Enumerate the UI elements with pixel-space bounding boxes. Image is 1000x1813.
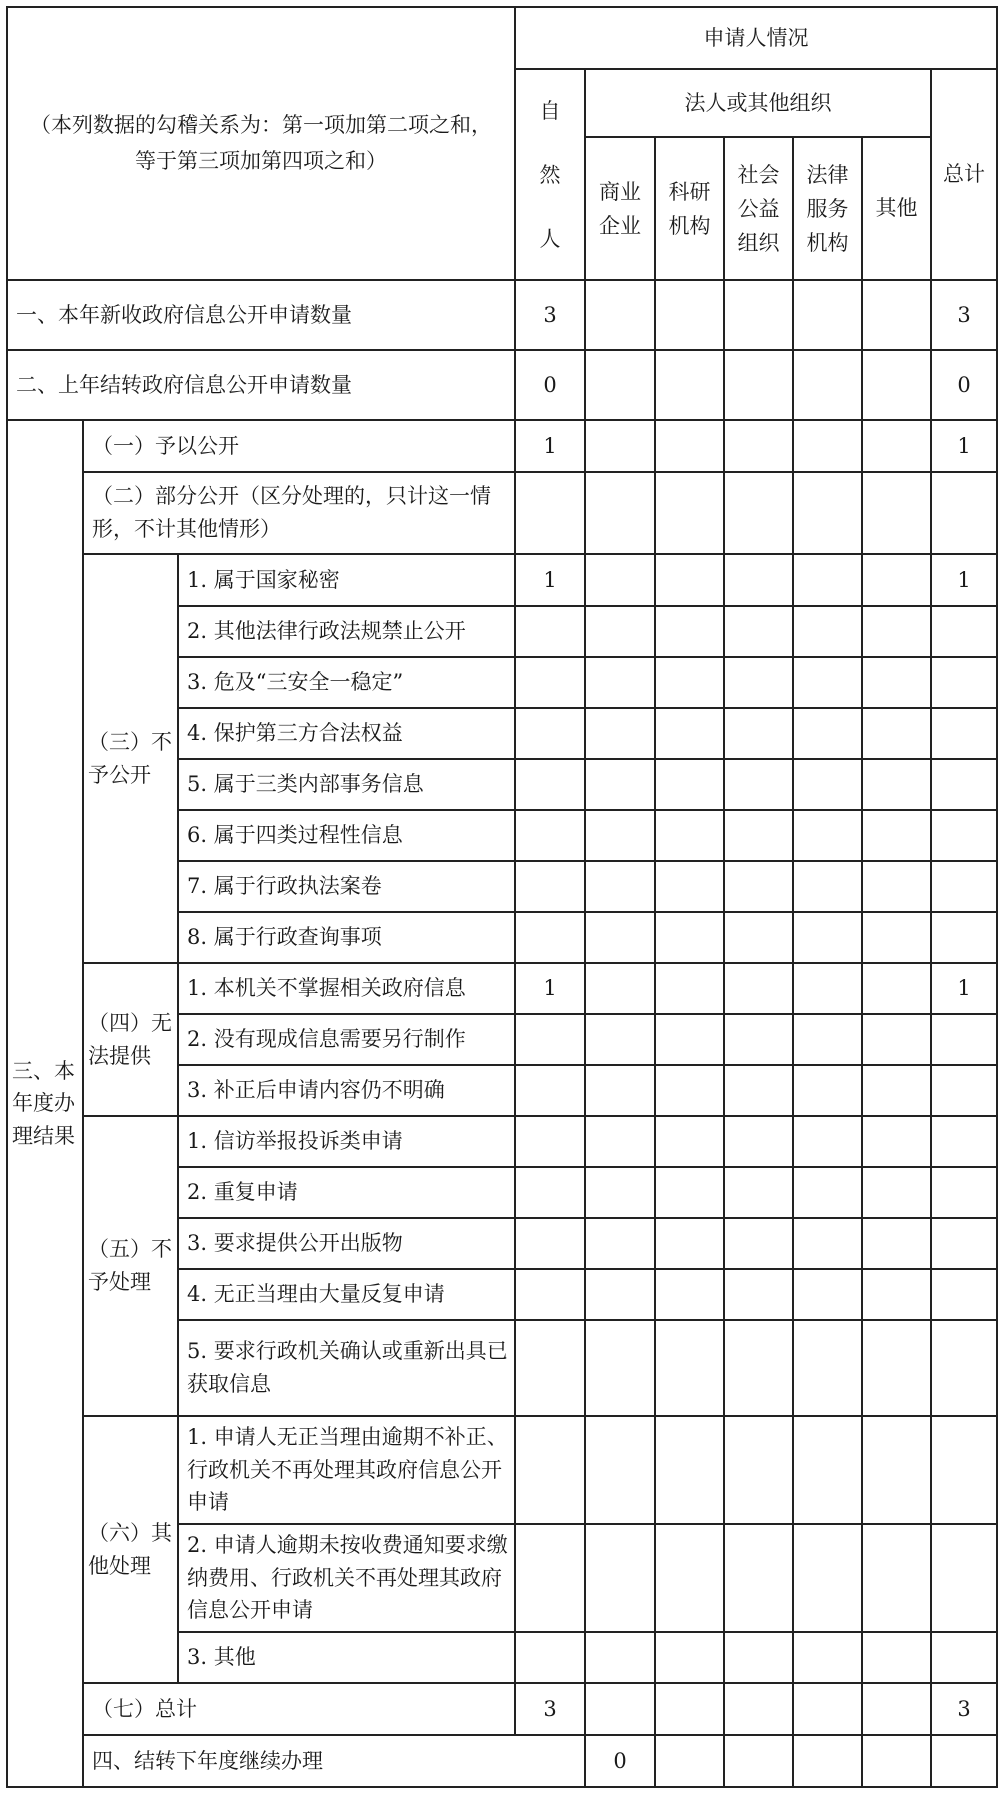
row-label: 1. 申请人无正当理由逾期不补正、行政机关不再处理其政府信息公开申请 — [178, 1416, 515, 1524]
total-value: 1 — [931, 963, 997, 1014]
applicant-group-header: 申请人情况 — [515, 7, 997, 69]
table-row — [7, 1683, 997, 1735]
row-label: （一）予以公开 — [83, 420, 515, 472]
natural-value: 1 — [515, 420, 585, 472]
table-row — [7, 1116, 997, 1167]
row-label: 1. 本机关不掌握相关政府信息 — [178, 963, 515, 1014]
natural-person-header: 自 然 人 — [515, 69, 585, 280]
table-row — [7, 554, 997, 606]
row-label: 5. 属于三类内部事务信息 — [178, 759, 515, 810]
total-value: 1 — [931, 420, 997, 472]
row-label: 5. 要求行政机关确认或重新出具已获取信息 — [178, 1320, 515, 1416]
business-header: 商业 企业 — [585, 137, 655, 280]
table-row — [7, 472, 997, 554]
natural-value: 1 — [515, 554, 585, 606]
other-header: 其他 — [862, 137, 931, 280]
total-value: 3 — [931, 1683, 997, 1735]
statistics-table — [6, 6, 998, 1788]
table-row — [7, 280, 997, 350]
row-label: 8. 属于行政查询事项 — [178, 912, 515, 963]
row-label: 4. 保护第三方合法权益 — [178, 708, 515, 759]
row-label: 3. 其他 — [178, 1632, 515, 1683]
total-value: 0 — [931, 350, 997, 420]
natural-value: 3 — [515, 1683, 585, 1735]
table-row — [7, 1735, 997, 1787]
natural-value: 0 — [515, 350, 585, 420]
natural-value: 0 — [585, 1735, 655, 1787]
row-label: 二、上年结转政府信息公开申请数量 — [7, 350, 515, 420]
section-label: 三、本年度办理结果 — [7, 420, 83, 1787]
table-row — [7, 420, 997, 472]
group-label: （六）其他处理 — [83, 1416, 178, 1683]
table-row — [7, 350, 997, 420]
row-label: （七）总计 — [83, 1683, 515, 1735]
group-label: （四）无法提供 — [83, 963, 178, 1116]
header-note: （本列数据的勾稽关系为：第一项加第二项之和， 等于第三项加第四项之和） — [7, 7, 515, 280]
row-label: 1. 信访举报投诉类申请 — [178, 1116, 515, 1167]
natural-value: 1 — [515, 963, 585, 1014]
natural-value: 3 — [515, 280, 585, 350]
row-label: 7. 属于行政执法案卷 — [178, 861, 515, 912]
row-label: 2. 其他法律行政法规禁止公开 — [178, 606, 515, 657]
table-row — [7, 1416, 997, 1524]
row-label: 2. 申请人逾期未按收费通知要求缴纳费用、行政机关不再处理其政府信息公开申请 — [178, 1524, 515, 1632]
legal-group-header: 法人或其他组织 — [585, 69, 931, 137]
row-label: 2. 没有现成信息需要另行制作 — [178, 1014, 515, 1065]
row-label: 3. 危及“三安全一稳定” — [178, 657, 515, 708]
group-label: （三）不予公开 — [83, 554, 178, 963]
research-header: 科研 机构 — [655, 137, 724, 280]
row-label: 3. 要求提供公开出版物 — [178, 1218, 515, 1269]
row-label: 2. 重复申请 — [178, 1167, 515, 1218]
row-label: （二）部分公开（区分处理的，只计这一情形，不计其他情形） — [83, 472, 515, 554]
row-label: 6. 属于四类过程性信息 — [178, 810, 515, 861]
row-label: 1. 属于国家秘密 — [178, 554, 515, 606]
legal-service-header: 法律 服务 机构 — [793, 137, 862, 280]
total-value: 1 — [931, 554, 997, 606]
row-label: 一、本年新收政府信息公开申请数量 — [7, 280, 515, 350]
total-value: 3 — [931, 280, 997, 350]
total-header: 总计 — [931, 69, 997, 280]
group-label: （五）不予处理 — [83, 1116, 178, 1416]
social-header: 社会 公益 组织 — [724, 137, 793, 280]
table-row — [7, 963, 997, 1014]
row-label: 4. 无正当理由大量反复申请 — [178, 1269, 515, 1320]
row-label: 3. 补正后申请内容仍不明确 — [178, 1065, 515, 1116]
row-label: 四、结转下年度继续办理 — [83, 1735, 585, 1787]
